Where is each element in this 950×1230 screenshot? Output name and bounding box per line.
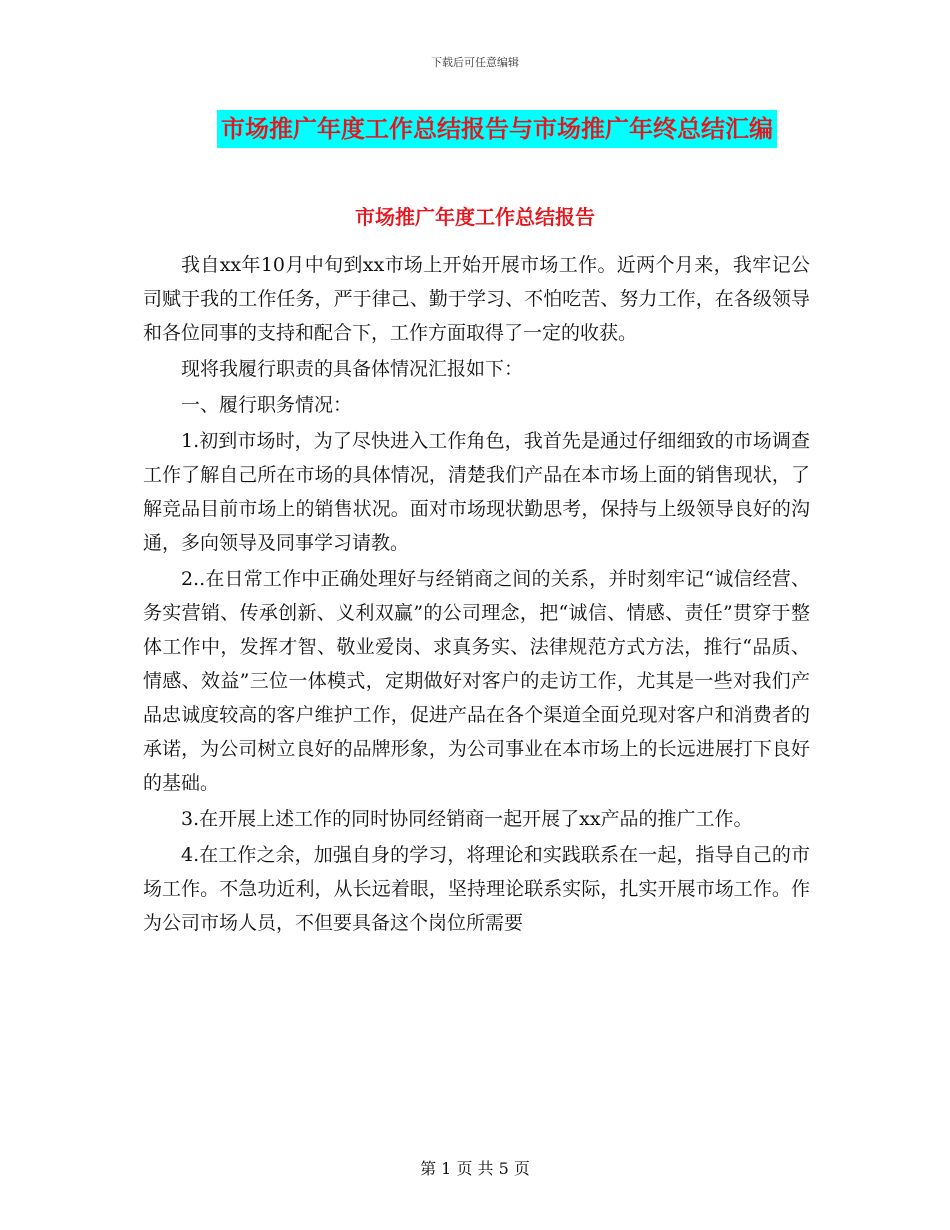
document-title: 市场推广年度工作总结报告 bbox=[355, 205, 595, 229]
paragraph: 4.在工作之余，加强自身的学习，将理论和实践联系在一起，指导自己的市场工作。不急功近利，从长远着眼，坚持理论联系实际，扎实开展市场工作。作为公司市场人员，不但要具备这个岗位所需要 bbox=[143, 844, 810, 934]
paragraph: 一、履行职务情况： bbox=[181, 394, 353, 416]
paragraph: 3.在开展上述工作的同时协同经销商一起开展了xx产品的推广工作。 bbox=[181, 808, 753, 830]
paragraph: 1.初到市场时，为了尽快进入工作角色，我首先是通过仔细细致的市场调查工作了解自己所在市场的具体情况，清楚我们产品在本市场上面的销售现状，了解竞品目前市场上的销售状况。面对市场现状勤思考，保持与上级领导良好的沟通，多向领导及同事学习请教。 bbox=[143, 430, 810, 554]
document-body bbox=[143, 248, 810, 942]
paragraph: 现将我履行职责的具备体情况汇报如下： bbox=[181, 358, 524, 380]
paragraph: 2..在日常工作中正确处理好与经销商之间的关系，并时刻牢记“诚信经营、务实营销、传承创新、义利双赢”的公司理念，把“诚信、情感、责任”贯穿于整体工作中，发挥才智、敬业爱岗、求真务实、法律规范方式方法，推行“品质、情感、效益”三位一体模式，定期做好对客户的走访工作，尤其是一些对我们产品忠诚度较高的客户维护工作，促进产品在各个渠道全面兑现对客户和消费者的承诺，为公司树立良好的品牌形象，为公司事业在本市场上的长远进展打下良好的基础。 bbox=[143, 568, 810, 794]
header-note: 下载后可任意编辑 bbox=[431, 56, 519, 69]
paragraph: 我自xx年10月中旬到xx市场上开始开展市场工作。近两个月来，我牢记公司赋于我的工作任务，严于律己、勤于学习、不怕吃苦、努力工作，在各级领导和各位同事的支持和配合下，工作方面取得了一定的收获。 bbox=[143, 254, 810, 344]
page-footer: 第 1 页 共 5 页 bbox=[420, 1159, 530, 1178]
banner-title: 市场推广年度工作总结报告与市场推广年终总结汇编 bbox=[217, 110, 777, 148]
banner-wrap bbox=[0, 110, 950, 148]
